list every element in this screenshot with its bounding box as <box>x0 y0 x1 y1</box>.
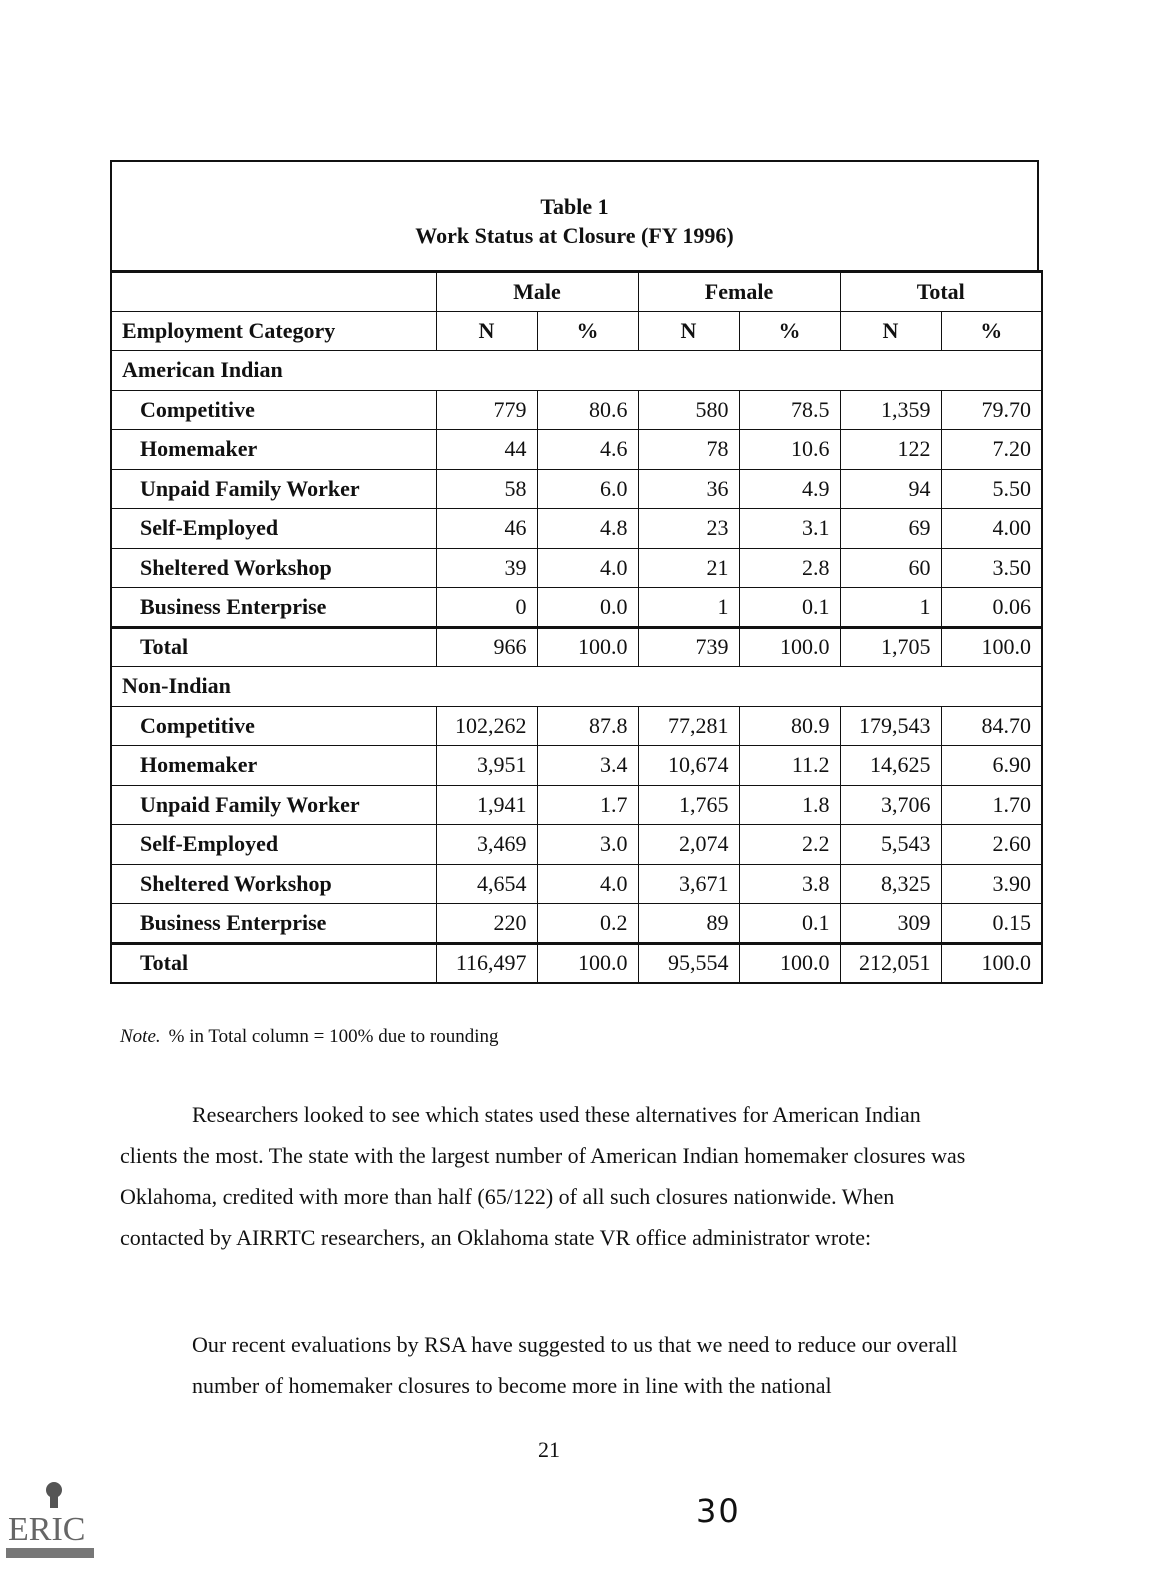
body-paragraph <box>120 1094 980 1258</box>
cell-value: 1,359 <box>840 390 941 430</box>
page-number: 21 <box>538 1437 560 1462</box>
cell-value: 116,497 <box>436 943 537 983</box>
table-row <box>111 864 1042 904</box>
row-label: Self-Employed <box>111 509 436 549</box>
cell-value: 69 <box>840 509 941 549</box>
eric-logo-text: ERIC <box>8 1511 86 1548</box>
cell-value: 95,554 <box>638 943 739 983</box>
table-row <box>111 469 1042 509</box>
cell-value: 3,951 <box>436 746 537 786</box>
cell-value: 4.8 <box>537 509 638 549</box>
cell-value: 58 <box>436 469 537 509</box>
table-title-box <box>110 160 1039 270</box>
cell-value: 0 <box>436 588 537 628</box>
cell-value: 1 <box>840 588 941 628</box>
quote-text: Our recent evaluations by RSA have suggested to us that we need to reduce our overall number of homemaker closures to become more in line with the national <box>192 1332 958 1398</box>
subheader-total-pct: % <box>941 311 1042 351</box>
table-row <box>111 746 1042 786</box>
table-row <box>111 785 1042 825</box>
cell-value: 94 <box>840 469 941 509</box>
table-row <box>111 548 1042 588</box>
subheader-female-n: N <box>638 311 739 351</box>
group-header-row <box>111 272 1042 312</box>
cell-value: 0.06 <box>941 588 1042 628</box>
cell-value: 87.8 <box>537 706 638 746</box>
cell-value: 1.70 <box>941 785 1042 825</box>
row-label: Total <box>111 943 436 983</box>
eric-logo <box>4 1478 96 1562</box>
cell-value: 2.2 <box>739 825 840 865</box>
cell-value: 4,654 <box>436 864 537 904</box>
row-label: Sheltered Workshop <box>111 864 436 904</box>
header-employment-category: Employment Category <box>111 311 436 351</box>
cell-value: 78 <box>638 430 739 470</box>
cell-value: 739 <box>638 627 739 667</box>
cell-value: 102,262 <box>436 706 537 746</box>
cell-value: 5.50 <box>941 469 1042 509</box>
cell-value: 220 <box>436 904 537 944</box>
subheader-male-pct: % <box>537 311 638 351</box>
note-label: Note. <box>120 1026 161 1047</box>
cell-value: 4.9 <box>739 469 840 509</box>
cell-value: 5,543 <box>840 825 941 865</box>
table-subtitle: Work Status at Closure (FY 1996) <box>415 223 734 248</box>
row-label: Total <box>111 627 436 667</box>
table-row <box>111 825 1042 865</box>
cell-value: 3.8 <box>739 864 840 904</box>
cell-value: 78.5 <box>739 390 840 430</box>
cell-value: 4.0 <box>537 548 638 588</box>
block-quote <box>192 1324 992 1406</box>
cell-value: 36 <box>638 469 739 509</box>
cell-value: 14,625 <box>840 746 941 786</box>
total-row <box>111 943 1042 983</box>
header-male: Male <box>436 272 638 312</box>
cell-value: 11.2 <box>739 746 840 786</box>
row-label: Competitive <box>111 390 436 430</box>
cell-value: 84.70 <box>941 706 1042 746</box>
cell-value: 10.6 <box>739 430 840 470</box>
cell-value: 100.0 <box>537 943 638 983</box>
row-label: Competitive <box>111 706 436 746</box>
cell-value: 1 <box>638 588 739 628</box>
cell-value: 2.60 <box>941 825 1042 865</box>
cell-value: 1,765 <box>638 785 739 825</box>
table-row <box>111 904 1042 944</box>
table-row <box>111 509 1042 549</box>
cell-value: 0.0 <box>537 588 638 628</box>
cell-value: 1.7 <box>537 785 638 825</box>
cell-value: 100.0 <box>941 627 1042 667</box>
cell-value: 4.6 <box>537 430 638 470</box>
subheader-female-pct: % <box>739 311 840 351</box>
cell-value: 779 <box>436 390 537 430</box>
cell-value: 4.0 <box>537 864 638 904</box>
cell-value: 100.0 <box>941 943 1042 983</box>
cell-value: 3,706 <box>840 785 941 825</box>
cell-value: 309 <box>840 904 941 944</box>
cell-value: 0.15 <box>941 904 1042 944</box>
cell-value: 580 <box>638 390 739 430</box>
cell-value: 100.0 <box>739 627 840 667</box>
cell-value: 4.00 <box>941 509 1042 549</box>
table-row <box>111 430 1042 470</box>
row-label: Sheltered Workshop <box>111 548 436 588</box>
blank-header <box>111 272 436 312</box>
cell-value: 10,674 <box>638 746 739 786</box>
cell-value: 6.0 <box>537 469 638 509</box>
cell-value: 80.6 <box>537 390 638 430</box>
cell-value: 77,281 <box>638 706 739 746</box>
cell-value: 39 <box>436 548 537 588</box>
row-label: Homemaker <box>111 746 436 786</box>
cell-value: 1,705 <box>840 627 941 667</box>
body-text: Researchers looked to see which states used these alternatives for American Indian clients the most. The state with the largest number of American Indian homemaker closures was Oklahoma, credited with more than half (65/122) of all such closures nationwide. When contacted by AIRRTC researchers, an Oklahoma state VR office administrator wrote: <box>120 1102 966 1250</box>
cell-value: 44 <box>436 430 537 470</box>
cell-value: 80.9 <box>739 706 840 746</box>
work-status-table <box>110 270 1043 984</box>
table-note <box>120 1026 499 1048</box>
handwritten-page-stamp: 30 <box>696 1492 741 1530</box>
cell-value: 2,074 <box>638 825 739 865</box>
cell-value: 3.0 <box>537 825 638 865</box>
cell-value: 46 <box>436 509 537 549</box>
table-container <box>110 160 1039 984</box>
header-female: Female <box>638 272 840 312</box>
table-row <box>111 706 1042 746</box>
cell-value: 89 <box>638 904 739 944</box>
cell-value: 7.20 <box>941 430 1042 470</box>
cell-value: 2.8 <box>739 548 840 588</box>
cell-value: 8,325 <box>840 864 941 904</box>
cell-value: 100.0 <box>739 943 840 983</box>
cell-value: 0.1 <box>739 588 840 628</box>
section-label: Non-Indian <box>111 667 1042 707</box>
cell-value: 1.8 <box>739 785 840 825</box>
cell-value: 79.70 <box>941 390 1042 430</box>
table-body <box>111 351 1042 983</box>
cell-value: 6.90 <box>941 746 1042 786</box>
total-row <box>111 627 1042 667</box>
cell-value: 3.50 <box>941 548 1042 588</box>
section-label: American Indian <box>111 351 1042 391</box>
row-label: Self-Employed <box>111 825 436 865</box>
sub-header-row <box>111 311 1042 351</box>
section-row <box>111 351 1042 391</box>
cell-value: 3.90 <box>941 864 1042 904</box>
cell-value: 3.1 <box>739 509 840 549</box>
cell-value: 966 <box>436 627 537 667</box>
note-text: % in Total column = 100% due to rounding <box>168 1026 499 1047</box>
cell-value: 21 <box>638 548 739 588</box>
subheader-total-n: N <box>840 311 941 351</box>
section-row <box>111 667 1042 707</box>
table-row <box>111 588 1042 628</box>
row-label: Unpaid Family Worker <box>111 469 436 509</box>
cell-value: 3.4 <box>537 746 638 786</box>
cell-value: 179,543 <box>840 706 941 746</box>
header-total: Total <box>840 272 1042 312</box>
cell-value: 1,941 <box>436 785 537 825</box>
cell-value: 3,469 <box>436 825 537 865</box>
cell-value: 100.0 <box>537 627 638 667</box>
cell-value: 122 <box>840 430 941 470</box>
cell-value: 0.1 <box>739 904 840 944</box>
row-label: Unpaid Family Worker <box>111 785 436 825</box>
cell-value: 3,671 <box>638 864 739 904</box>
table-row <box>111 390 1042 430</box>
table-title: Table 1 <box>540 194 609 219</box>
cell-value: 23 <box>638 509 739 549</box>
subheader-male-n: N <box>436 311 537 351</box>
cell-value: 60 <box>840 548 941 588</box>
cell-value: 0.2 <box>537 904 638 944</box>
row-label: Business Enterprise <box>111 904 436 944</box>
row-label: Business Enterprise <box>111 588 436 628</box>
row-label: Homemaker <box>111 430 436 470</box>
cell-value: 212,051 <box>840 943 941 983</box>
